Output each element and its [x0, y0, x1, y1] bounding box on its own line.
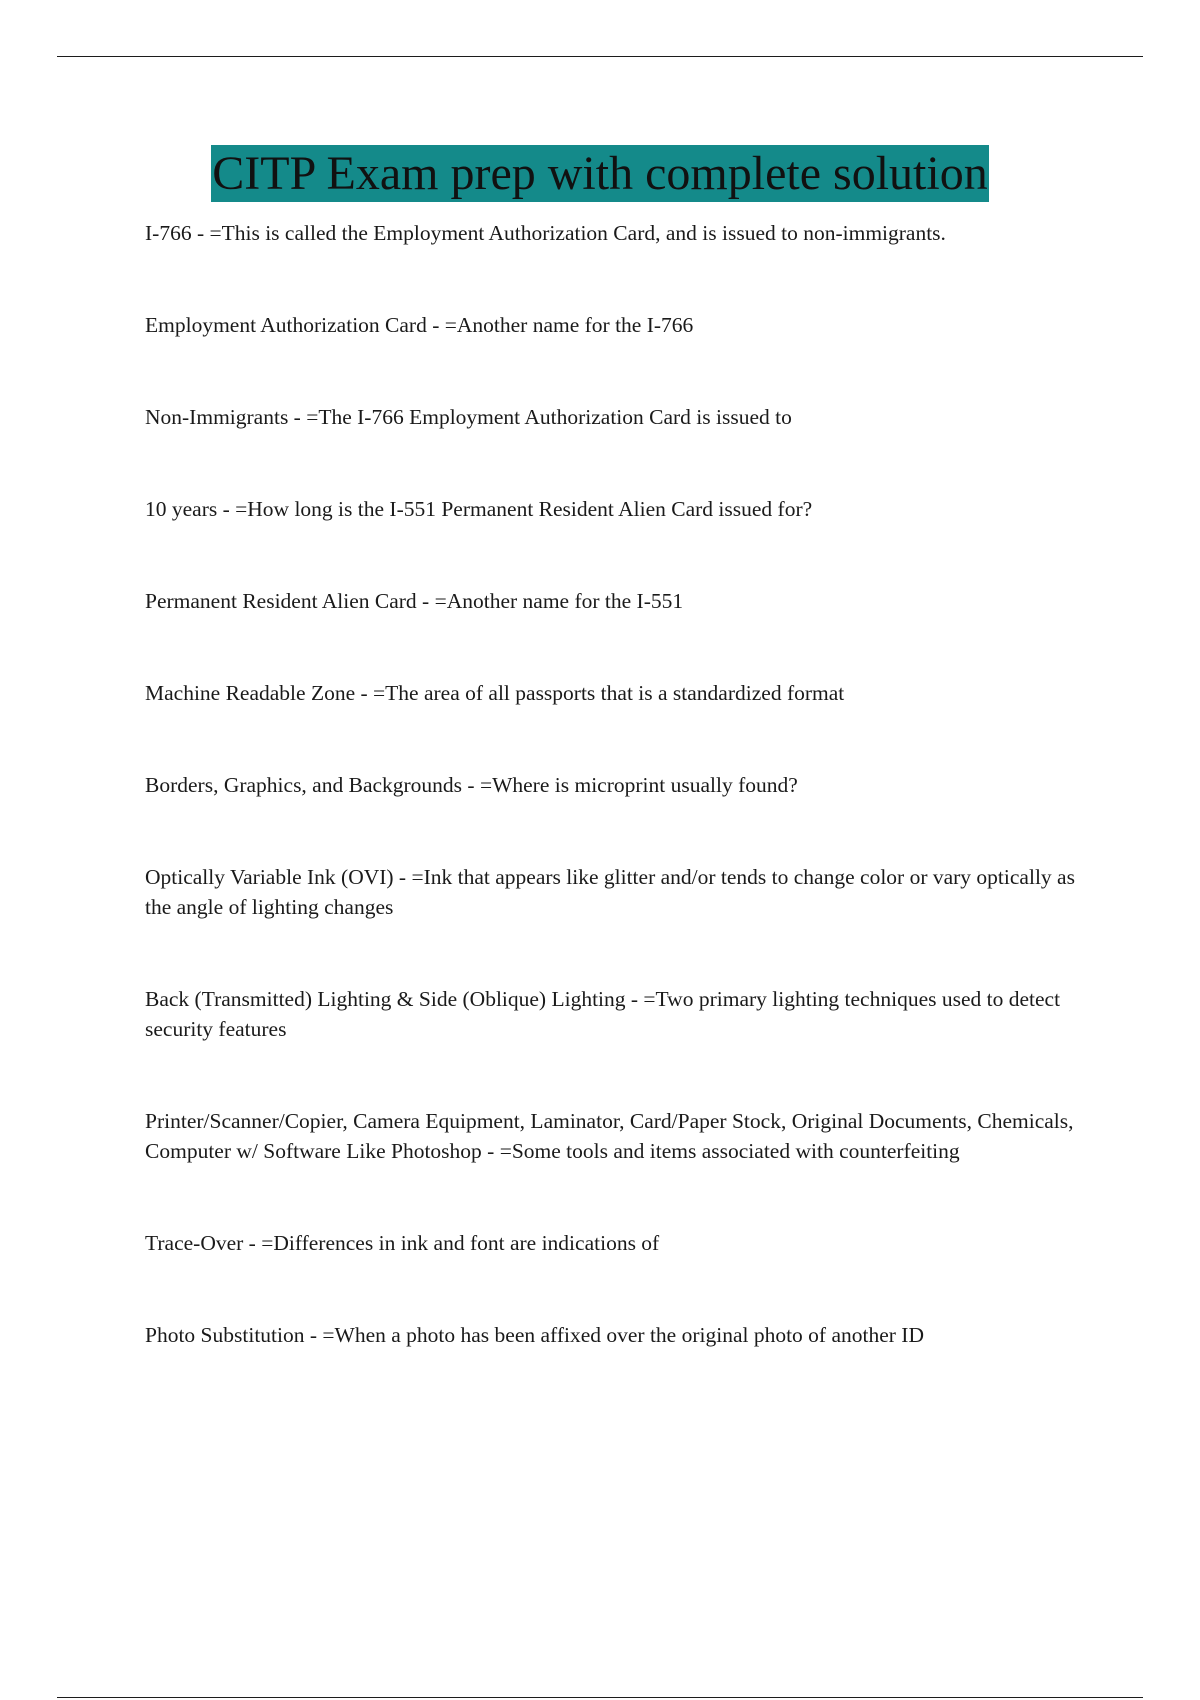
qa-entry: Borders, Graphics, and Backgrounds - =Where is microprint usually found?: [145, 773, 798, 797]
title-container: [0, 145, 1200, 202]
qa-entry: 10 years - =How long is the I-551 Permanent Resident Alien Card issued for?: [145, 497, 813, 521]
bottom-rule: [57, 1697, 1143, 1698]
qa-entry: Trace-Over - =Differences in ink and font are indications of: [145, 1231, 660, 1255]
qa-list: [145, 218, 1085, 1350]
qa-entry: Employment Authorization Card - =Another name for the I-766: [145, 313, 694, 337]
qa-entry: Photo Substitution - =When a photo has been affixed over the original photo of another ID: [145, 1323, 924, 1347]
top-rule: [57, 56, 1143, 57]
qa-entry: Non-Immigrants - =The I-766 Employment Authorization Card is issued to: [145, 405, 792, 429]
qa-entry: Back (Transmitted) Lighting & Side (Oblique) Lighting - =Two primary lighting techniques used to detect security features: [145, 987, 1061, 1041]
qa-entry: Optically Variable Ink (OVI) - =Ink that appears like glitter and/or tends to change color or vary optically as the angle of lighting changes: [145, 865, 1075, 919]
qa-entry: Printer/Scanner/Copier, Camera Equipment, Laminator, Card/Paper Stock, Original Documents, Chemicals, Computer w/ Software Like Photoshop - =Some tools and items associated with counterfeiting: [145, 1109, 1074, 1163]
document-title: CITP Exam prep with complete solution: [212, 147, 988, 200]
qa-entry: Permanent Resident Alien Card - =Another name for the I-551: [145, 589, 684, 613]
qa-entry: I-766 - =This is called the Employment Authorization Card, and is issued to non-immigrants.: [145, 221, 946, 245]
qa-entry: Machine Readable Zone - =The area of all passports that is a standardized format: [145, 681, 845, 705]
